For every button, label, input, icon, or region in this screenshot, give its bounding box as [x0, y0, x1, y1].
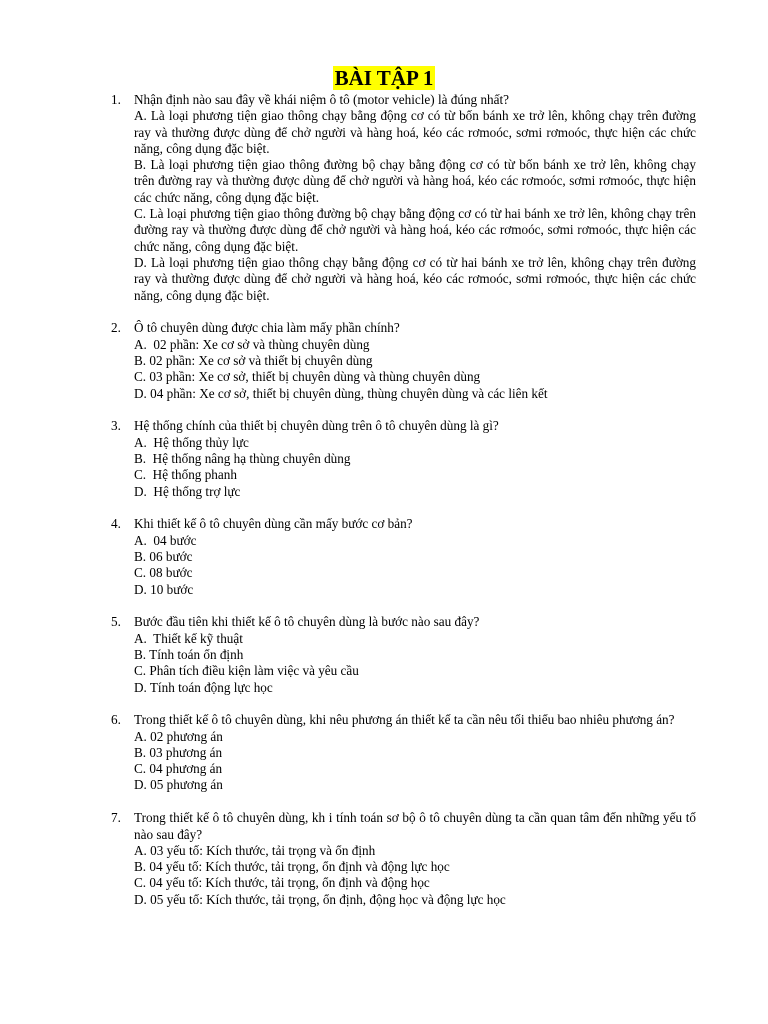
question-number: 2. — [111, 320, 121, 336]
answer-option: A. 02 phần: Xe cơ sở và thùng chuyên dùng — [134, 336, 370, 352]
question-item — [0, 516, 768, 597]
question-text: Nhận định nào sau đây về khái niệm ô tô (motor vehicle) là đúng nhất? — [134, 92, 510, 107]
question-item — [0, 614, 768, 695]
question-item — [0, 712, 768, 793]
answer-option: A. 03 yếu tố: Kích thước, tải trọng và ổn định — [134, 842, 376, 858]
question-number: 4. — [111, 516, 121, 532]
answer-option: A. 02 phương án — [134, 728, 223, 744]
question-number: 3. — [111, 418, 121, 434]
answer-option: D. 05 phương án — [134, 777, 223, 793]
question-text: Trong thiết kế ô tô chuyên dùng, kh i tính toán sơ bộ ô tô chuyên dùng ta cần quan tâm đến những yếu tố nào sau đây? — [134, 810, 696, 842]
title-wrapper — [0, 66, 768, 92]
answer-option: C. Là loại phương tiện giao thông đường bộ chạy bằng động cơ có từ hai bánh xe trở lên, không chạy trên đường ray và thường được dùng để chở người và hàng hoá, kéo các rơmoóc, sơmi rơmoóc, thực hiện các chức năng, công dụng đặc biệt. — [134, 206, 696, 254]
answer-option: A. Thiết kế kỹ thuật — [134, 630, 243, 646]
question-item — [0, 810, 768, 908]
answer-option: B. 04 yếu tố: Kích thước, tải trọng, ổn định và động lực học — [134, 859, 450, 875]
question-item — [0, 418, 768, 499]
question-text: Ô tô chuyên dùng được chia làm mấy phần chính? — [134, 320, 400, 336]
answer-option: C. Phân tích điều kiện làm việc và yêu cầu — [134, 663, 359, 679]
answer-option: D. 04 phần: Xe cơ sở, thiết bị chuyên dùng, thùng chuyên dùng và các liên kết — [134, 385, 548, 401]
answer-option: C. 03 phần: Xe cơ sở, thiết bị chuyên dùng và thùng chuyên dùng — [134, 369, 481, 385]
answer-option: B. Tính toán ổn định — [134, 646, 244, 662]
answer-option: B. 06 bước — [134, 548, 193, 564]
answer-option: D. Hệ thống trợ lực — [134, 483, 241, 499]
question-number: 5. — [111, 614, 121, 630]
question-text: Khi thiết kế ô tô chuyên dùng cần mấy bước cơ bản? — [134, 516, 413, 532]
question-number: 1. — [111, 92, 121, 107]
answer-option: D. 05 yếu tố: Kích thước, tải trọng, ổn định, động học và động lực học — [134, 891, 506, 907]
answer-option: C. 04 yếu tố: Kích thước, tải trọng, ổn định và động học — [134, 875, 430, 891]
question-number: 7. — [111, 810, 121, 826]
answer-option: B. 03 phương án — [134, 744, 223, 760]
page-title: BÀI TẬP 1 — [334, 66, 434, 90]
answer-option: A. 04 bước — [134, 532, 197, 548]
answer-option: A. Là loại phương tiện giao thông chạy bằng động cơ có từ bốn bánh xe trở lên, không chạy trên đường ray và thường được dùng để chở người và hàng hoá, kéo các rơmoóc, sơmi rơmoóc, thực hiện các chức năng, công dụng đặc biệt. — [134, 108, 696, 156]
answer-option: C. 08 bước — [134, 565, 193, 581]
answer-option: B. Hệ thống nâng hạ thùng chuyên dùng — [134, 450, 351, 466]
question-text: Bước đầu tiên khi thiết kế ô tô chuyên dùng là bước nào sau đây? — [134, 614, 480, 630]
answer-option: C. Hệ thống phanh — [134, 467, 237, 483]
answer-option: D. Là loại phương tiện giao thông chạy bằng động cơ có từ hai bánh xe trở lên, không chạy trên đường ray và thường được dùng để chở người và hàng hoá, kéo các rơmoóc, sơmi rơmoóc, thực hiện các chức năng, công dụng đặc biệt. — [134, 254, 696, 303]
question-text: Hệ thống chính của thiết bị chuyên dùng trên ô tô chuyên dùng là gì? — [134, 418, 499, 434]
answer-option: B. Là loại phương tiện giao thông đường bộ chạy bằng động cơ có từ bốn bánh xe trở lên, không chạy trên đường ray và thường được dùng để chở người và hàng hoá, kéo các rơmoóc, sơmi rơmoóc, thực hiện các chức năng, công dụng đặc biệt. — [134, 157, 696, 205]
question-text: Trong thiết kế ô tô chuyên dùng, khi nêu phương án thiết kế ta cần nêu tối thiểu bao nhiêu phương án? — [134, 712, 675, 728]
question-item — [0, 92, 768, 304]
question-item — [0, 320, 768, 401]
answer-option: A. Hệ thống thủy lực — [134, 434, 249, 450]
question-list — [0, 92, 768, 908]
answer-option: C. 04 phương án — [134, 761, 223, 777]
answer-option: B. 02 phần: Xe cơ sở và thiết bị chuyên dùng — [134, 352, 373, 368]
question-number: 6. — [111, 712, 121, 728]
answer-option: D. 10 bước — [134, 581, 194, 597]
answer-option: D. Tính toán động lực học — [134, 679, 273, 695]
